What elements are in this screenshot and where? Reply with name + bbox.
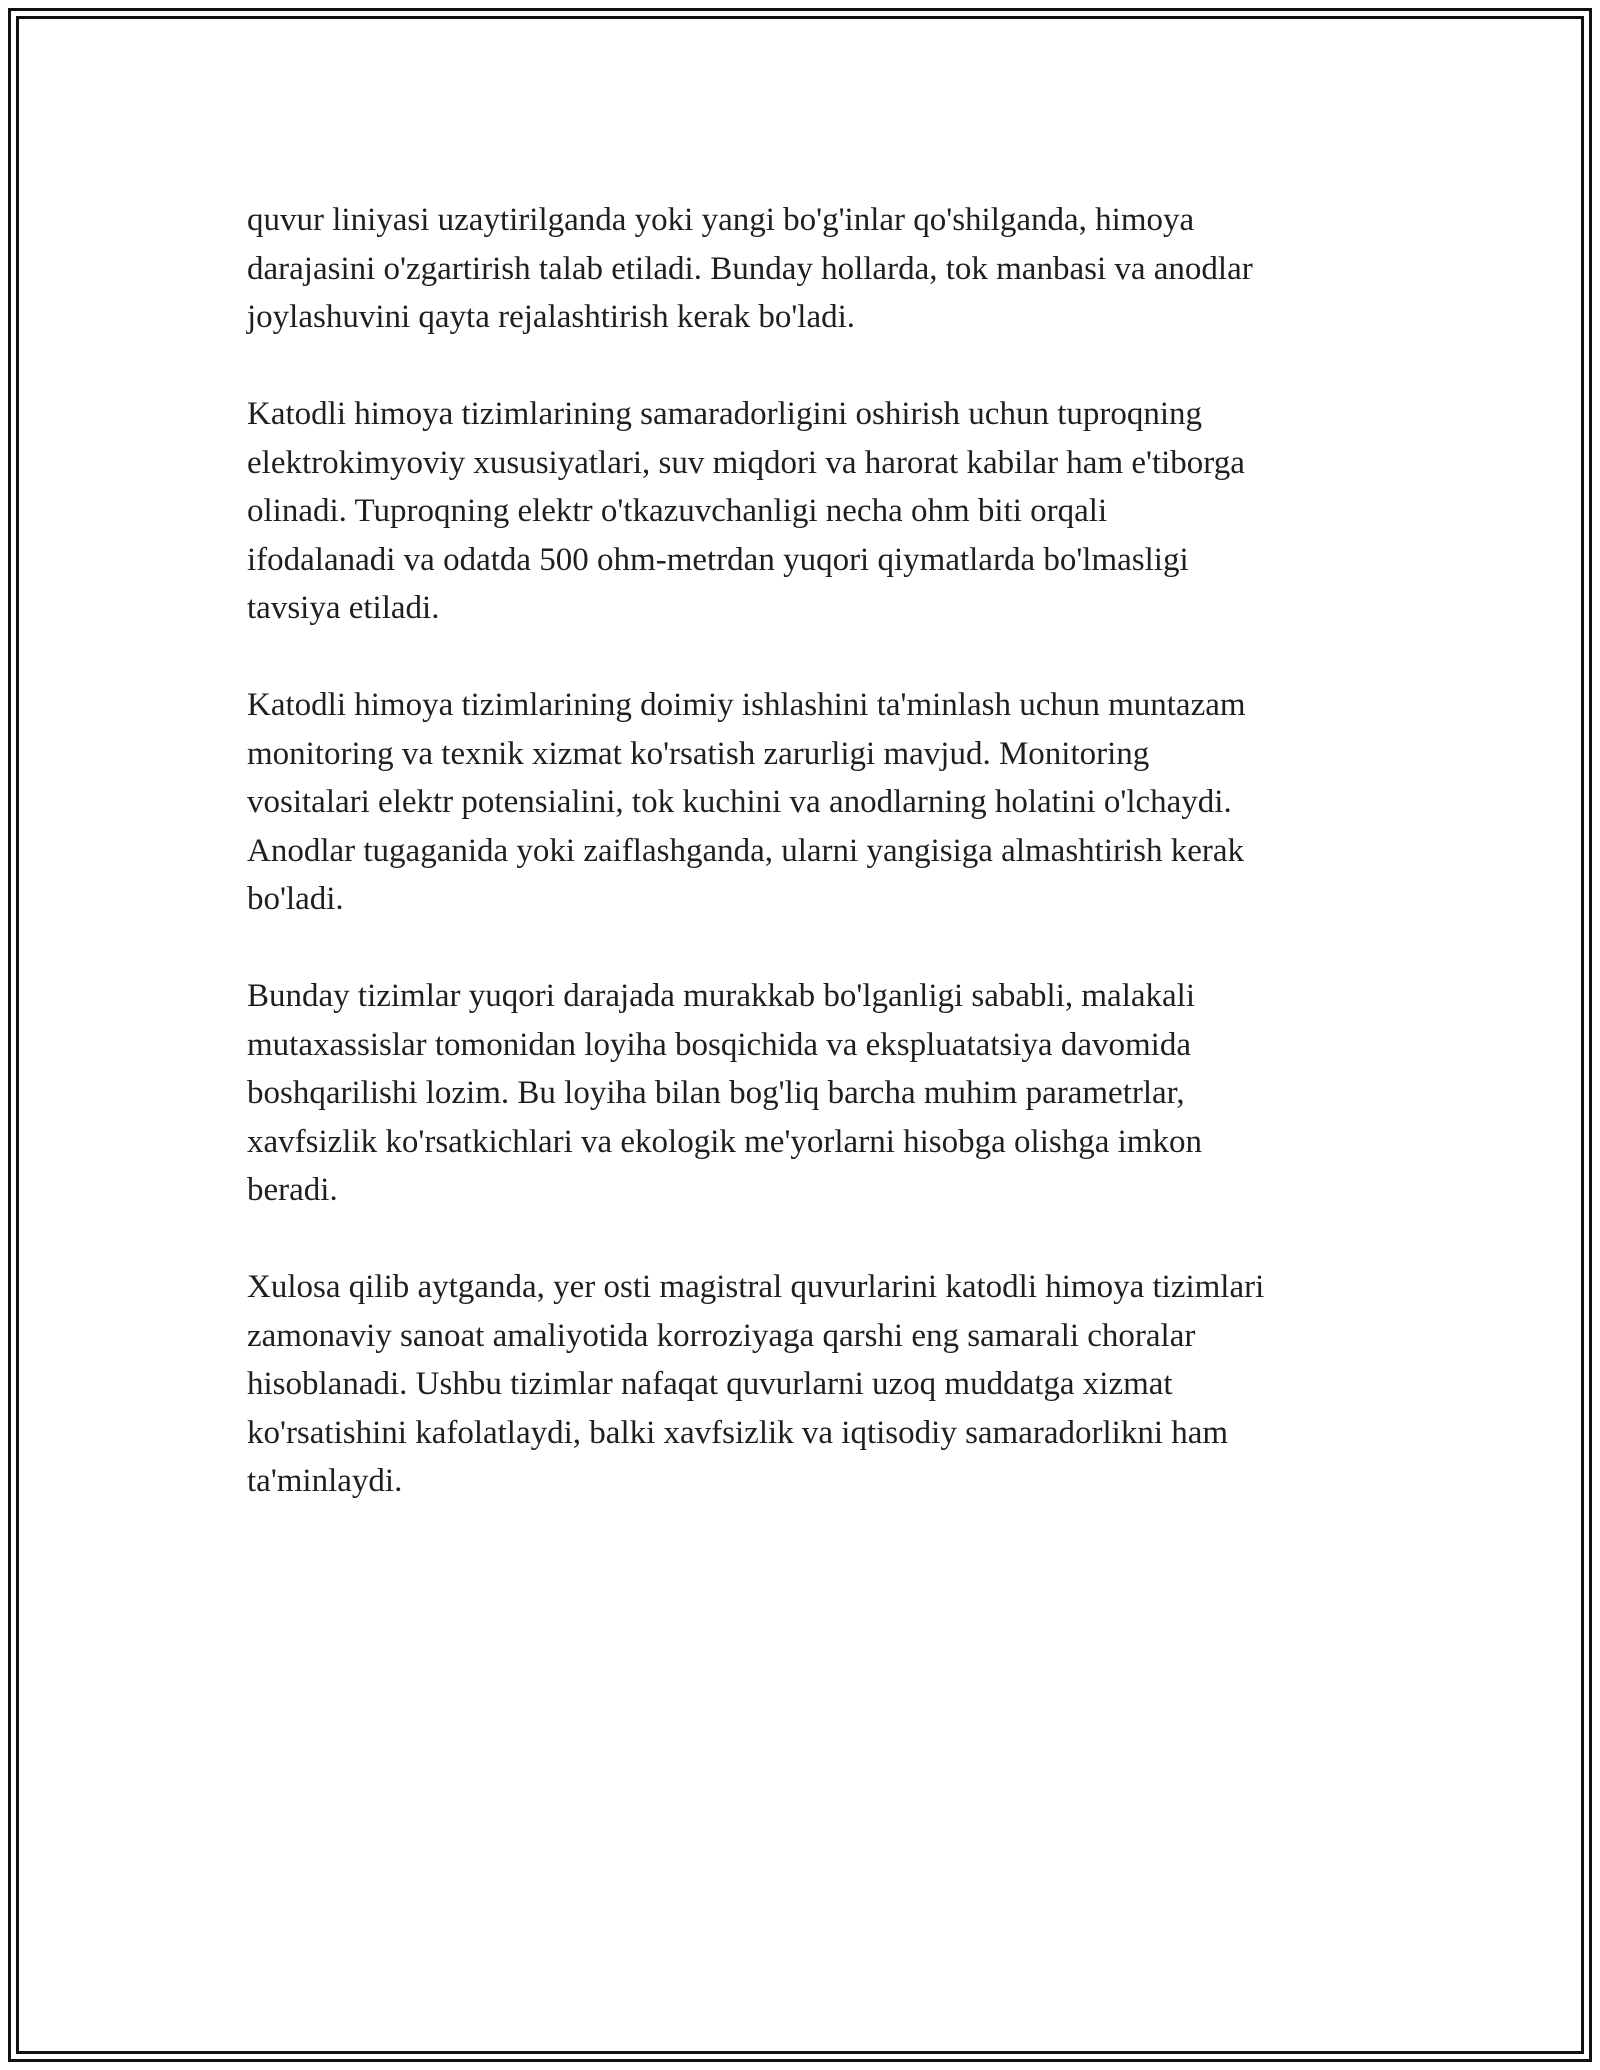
text-line: darajasini o'zgartirish talab etiladi. Bunday hollarda, tok manbasi va anodlar	[247, 250, 1253, 287]
text-line: ifodalanadi va odatda 500 ohm-metrdan yuqori qiymatlarda bo'lmasligi	[247, 541, 1189, 578]
text-line: beradi.	[247, 1172, 338, 1208]
text-line: monitoring va texnik xizmat ko'rsatish zarurligi mavjud. Monitoring	[247, 735, 1150, 772]
document-body	[247, 196, 1397, 1554]
text-line: tavsiya etiladi.	[247, 590, 440, 626]
paragraph-5	[247, 1263, 1397, 1506]
text-line: vositalari elektr potensialini, tok kuchini va anodlarning holatini o'lchaydi.	[247, 784, 1232, 820]
text-line: mutaxassislar tomonidan loyiha bosqichida va ekspluatatsiya davomida	[247, 1026, 1191, 1063]
text-line: ko'rsatishini kafolatlaydi, balki xavfsizlik va iqtisodiy samaradorlikni ham	[247, 1414, 1229, 1451]
text-line: hisoblanadi. Ushbu tizimlar nafaqat quvurlarni uzoq muddatga xizmat	[247, 1366, 1173, 1402]
text-line: joylashuvini qayta rejalashtirish kerak bo'ladi.	[247, 299, 856, 335]
paragraph-1	[247, 196, 1397, 342]
text-line: Katodli himoya tizimlarining doimiy ishlashini ta'minlash uchun muntazam	[247, 687, 1246, 723]
text-line: Anodlar tugaganida yoki zaiflashganda, ularni yangisiga almashtirish kerak	[247, 832, 1245, 869]
text-line: xavfsizlik ko'rsatkichlari va ekologik me'yorlarni hisobga olishga imkon	[247, 1123, 1202, 1160]
paragraph-3	[247, 681, 1397, 924]
text-line: elektrokimyoviy xususiyatlari, suv miqdori va harorat kabilar ham e'tiborga	[247, 444, 1245, 481]
page-border	[8, 8, 1592, 2062]
text-line: boshqarilishi lozim. Bu loyiha bilan bog'liq barcha muhim parametrlar,	[247, 1075, 1185, 1111]
text-line: zamonaviy sanoat amaliyotida korroziyaga qarshi eng samarali choralar	[247, 1317, 1196, 1354]
text-line: Bunday tizimlar yuqori darajada murakkab bo'lganligi sababli, malakali	[247, 978, 1195, 1014]
text-line: olinadi. Tuproqning elektr o'tkazuvchanligi necha ohm biti orqali	[247, 493, 1108, 529]
text-line: ta'minlaydi.	[247, 1463, 403, 1499]
paragraph-2	[247, 390, 1397, 633]
paragraph-4	[247, 972, 1397, 1215]
text-line: Xulosa qilib aytganda, yer osti magistral quvurlarini katodli himoya tizimlari	[247, 1269, 1265, 1305]
text-line: quvur liniyasi uzaytirilganda yoki yangi bo'g'inlar qo'shilganda, himoya	[247, 202, 1195, 238]
text-line: Katodli himoya tizimlarining samaradorligini oshirish uchun tuproqning	[247, 396, 1203, 432]
text-line: bo'ladi.	[247, 881, 344, 917]
